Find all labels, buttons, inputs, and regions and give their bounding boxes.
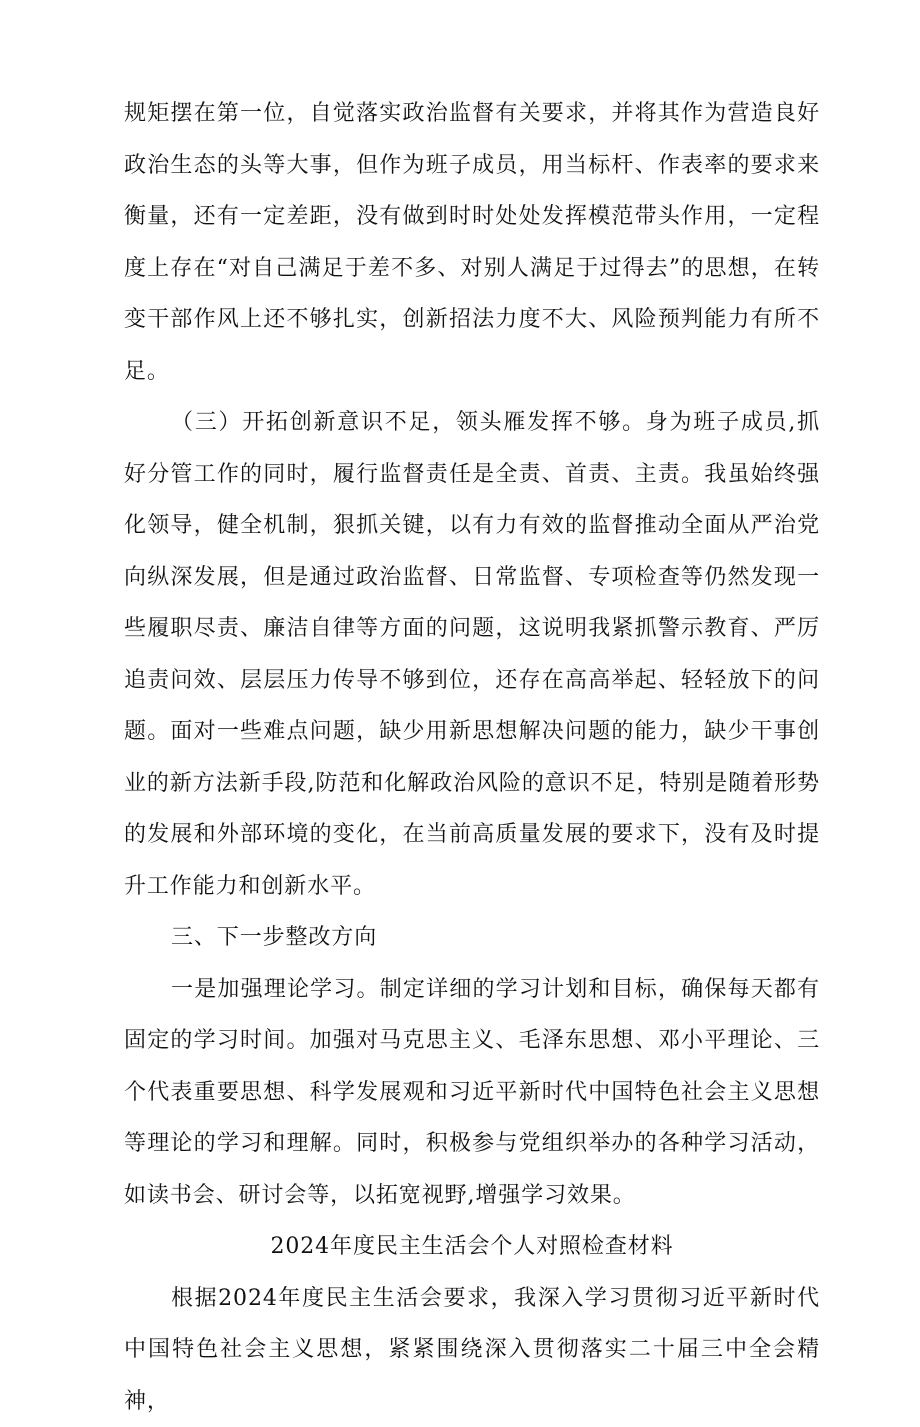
- point-one-paragraph: 一是加强理论学习。制定详细的学习计划和目标，确保每天都有固定的学习时间。加强对马克思主义、毛泽东思想、邓小平理论、三个代表重要思想、科学发展观和习近平新时代中国特色社会主义思想等理论的学习和理解。同时，积极参与党组织举办的各种学习活动，如读书会、研讨会等，以拓宽视野,增强学习效果。: [124, 964, 820, 1222]
- continuation-paragraph: 规矩摆在第一位，自觉落实政治监督有关要求，并将其作为营造良好政治生态的头等大事，但作为班子成员，用当标杆、作表率的要求来衡量，还有一定差距，没有做到时时处处发挥模范带头作用，一定程度上存在“对自己满足于差不多、对别人满足于过得去”的思想，在转变干部作风上还不够扎实，创新招法力度不大、风险预判能力有所不足。: [124, 88, 820, 397]
- section-heading: 三、下一步整改方向: [124, 912, 820, 964]
- section-three-paragraph: （三）开拓创新意识不足，领头雁发挥不够。身为班子成员,抓好分管工作的同时，履行监督责任是全责、首责、主责。我虽始终强化领导，健全机制，狠抓关键，以有力有效的监督推动全面从严治党向纵深发展，但是通过政治监督、日常监督、专项检查等仍然发现一些履职尽责、廉洁自律等方面的问题，这说明我紧抓警示教育、严厉追责问效、层层压力传导不够到位，还存在高高举起、轻轻放下的问题。面对一些难点问题，缺少用新思想解决问题的能力，缺少干事创业的新方法新手段,防范和化解政治风险的意识不足，特别是随着形势的发展和外部环境的变化，在当前高质量发展的要求下，没有及时提升工作能力和创新水平。: [124, 397, 820, 912]
- document-body: [124, 88, 820, 1427]
- document-title: 2024年度民主生活会个人对照检查材料: [124, 1221, 820, 1273]
- intro-paragraph: 根据2024年度民主生活会要求，我深入学习贯彻习近平新时代中国特色社会主义思想，紧紧围绕深入贯彻落实二十届三中全会精神，: [124, 1273, 820, 1427]
